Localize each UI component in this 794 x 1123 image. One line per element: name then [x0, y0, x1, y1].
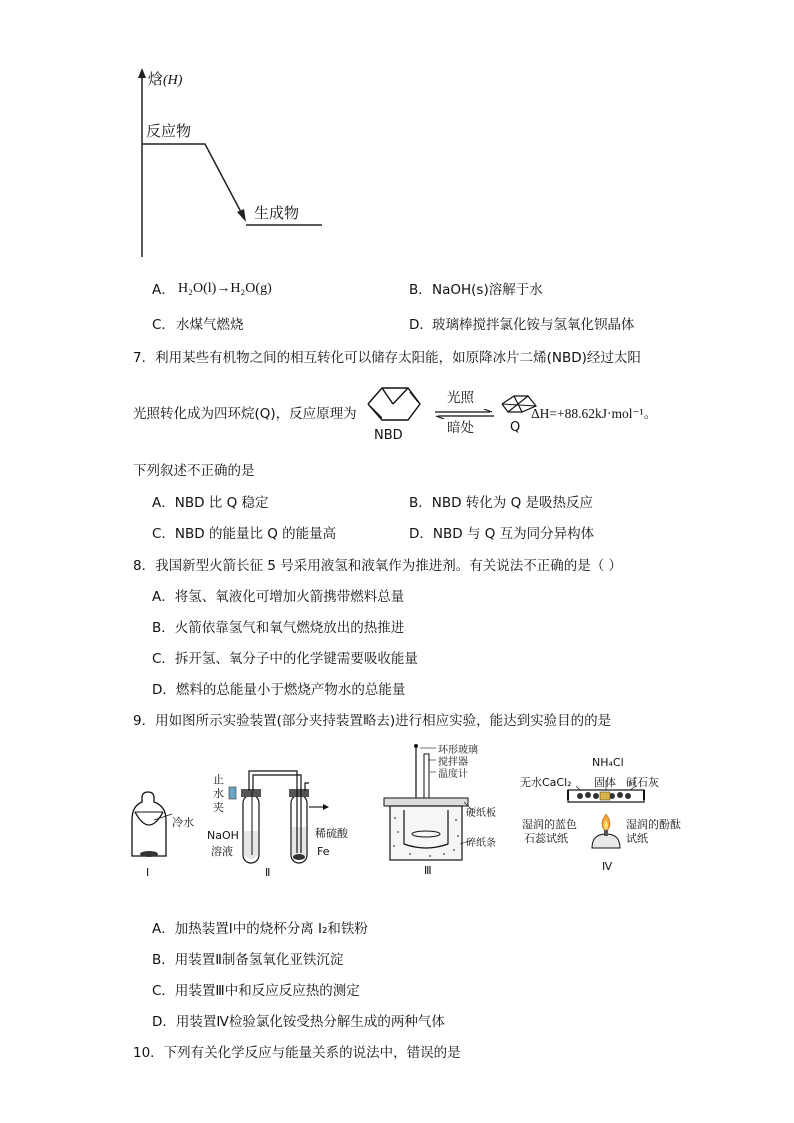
q8-option-b: B．火箭依靠氢气和氧气燃烧放出的热推进	[152, 620, 405, 636]
apparatus-iv-lime: 碱石灰	[626, 776, 659, 789]
apparatus-iii-stirrer-2: 搅拌器	[438, 757, 468, 768]
apparatus-i	[128, 790, 208, 880]
y-axis-arrow	[138, 68, 146, 78]
equilibrium-arrows-svg	[432, 409, 498, 419]
apparatus-ii	[205, 765, 350, 880]
apparatus-iii-thermo: 温度计	[438, 769, 468, 780]
q6-option-a-text: H₂O(l)→H₂O(g)	[178, 281, 272, 296]
q-label: Q	[510, 420, 521, 435]
enthalpy-diagram	[120, 62, 340, 262]
product-label: 生成物	[254, 204, 300, 222]
nbd-label: NBD	[374, 428, 403, 443]
y-axis-label-char: 焓	[148, 70, 164, 88]
q10-stem: 10．下列有关化学反应与能量关系的说法中，错误的是	[133, 1045, 461, 1061]
apparatus-iv-cacl2: 无水CaCl₂	[520, 776, 572, 789]
apparatus-ii-naoh-1: NaOH	[207, 829, 239, 842]
equilibrium-arrows	[432, 389, 498, 439]
q6-option-c-text: 水煤气燃烧	[176, 317, 244, 333]
q6-option-a-letter: A．	[152, 282, 175, 298]
apparatus-iv-litmus-2: 石蕊试纸	[524, 832, 568, 845]
q6-option-b-text: NaOH(s)溶解于水	[432, 282, 543, 298]
q7-option-d: D．NBD 与 Q 互为同分异构体	[409, 526, 595, 542]
q7-delta-h: ΔH=+88.62kJ·mol⁻¹。	[531, 406, 658, 421]
apparatus-ii-naoh-2: 溶液	[211, 845, 233, 858]
apparatus-iv-phenol-2: 试纸	[626, 832, 648, 845]
apparatus-iii-board: 硬纸板	[466, 808, 496, 819]
apparatus-i-water-label: 冷水	[172, 816, 194, 829]
arrow-top-label: 光照	[447, 390, 474, 406]
apparatus-iii	[380, 740, 500, 880]
q8-option-a: A．将氢、氧液化可增加火箭携带燃料总量	[152, 589, 405, 605]
q7-option-c: C．NBD 的能量比 Q 的能量高	[152, 526, 337, 542]
q7-option-b: B．NBD 转化为 Q 是吸热反应	[409, 495, 594, 511]
apparatus-iv	[518, 756, 698, 880]
reactant-label: 反应物	[146, 122, 192, 140]
reactant-level	[142, 144, 242, 214]
apparatus-iv-solid: 固体	[594, 776, 616, 789]
apparatus-ii-clamp-2: 水	[213, 787, 224, 800]
q7-prompt: 下列叙述不正确的是	[133, 463, 255, 479]
arrow-bottom-label: 暗处	[447, 420, 474, 436]
apparatus-ii-svg	[205, 765, 350, 880]
apparatus-iv-litmus-1: 湿润的蓝色	[522, 818, 577, 831]
apparatus-i-svg	[128, 790, 208, 880]
y-axis-var: (H)	[163, 73, 183, 88]
q6-option-b-letter: B．	[409, 282, 432, 298]
q8-option-c: C．拆开氢、氧分子中的化学键需要吸收能量	[152, 651, 418, 667]
apparatus-iv-label: Ⅳ	[602, 860, 613, 873]
apparatus-ii-label: Ⅱ	[265, 866, 271, 879]
q6-option-c-letter: C．	[152, 317, 175, 333]
q7-option-a: A．NBD 比 Q 稳定	[152, 495, 269, 511]
apparatus-iv-nh4cl: NH₄Cl	[592, 756, 624, 769]
apparatus-ii-fe: Fe	[317, 845, 330, 858]
apparatus-iii-stirrer-1: 环形玻璃	[438, 745, 478, 756]
apparatus-ii-acid: 稀硫酸	[315, 827, 348, 840]
apparatus-ii-clamp-1: 止	[213, 773, 224, 786]
q9-option-a: A．加热装置Ⅰ中的烧杯分离 I₂和铁粉	[152, 921, 368, 937]
apparatus-i-label: Ⅰ	[146, 866, 150, 879]
q9-option-d: D．用装置Ⅳ检验氯化铵受热分解生成的两种气体	[152, 1014, 445, 1030]
q6-option-d-letter: D．	[409, 317, 433, 333]
enthalpy-diagram-svg	[120, 62, 340, 262]
q9-stem: 9．用如图所示实验装置(部分夹持装置略去)进行相应实验，能达到实验目的的是	[133, 713, 612, 729]
nbd-structure	[360, 380, 430, 446]
q9-option-b: B．用装置Ⅱ制备氢氧化亚铁沉淀	[152, 952, 344, 968]
q7-stem-line2: 光照转化成为四环烷(Q)，反应原理为	[133, 406, 357, 422]
nbd-structure-svg	[360, 380, 430, 430]
apparatus-iv-phenol-1: 湿润的酚酞	[626, 818, 681, 831]
reaction-arrowhead	[237, 209, 246, 222]
q7-stem-line1: 7．利用某些有机物之间的相互转化可以储存太阳能，如原降冰片二烯(NBD)经过太阳	[133, 350, 641, 366]
q6-option-d-text: 玻璃棒搅拌氯化铵与氢氧化钡晶体	[432, 317, 635, 333]
q8-option-d: D．燃料的总能量小于燃烧产物水的总能量	[152, 682, 406, 698]
q9-option-c: C．用装置Ⅲ中和反应反应热的测定	[152, 983, 360, 999]
apparatus-iii-label: Ⅲ	[424, 864, 432, 877]
apparatus-iii-scraps: 碎纸条	[466, 838, 496, 849]
q8-stem: 8．我国新型火箭长征 5 号采用液氢和液氧作为推进剂。有关说法不正确的是（ ）	[133, 558, 623, 574]
y-axis-label	[148, 68, 182, 89]
apparatus-ii-clamp-3: 夹	[213, 801, 224, 814]
